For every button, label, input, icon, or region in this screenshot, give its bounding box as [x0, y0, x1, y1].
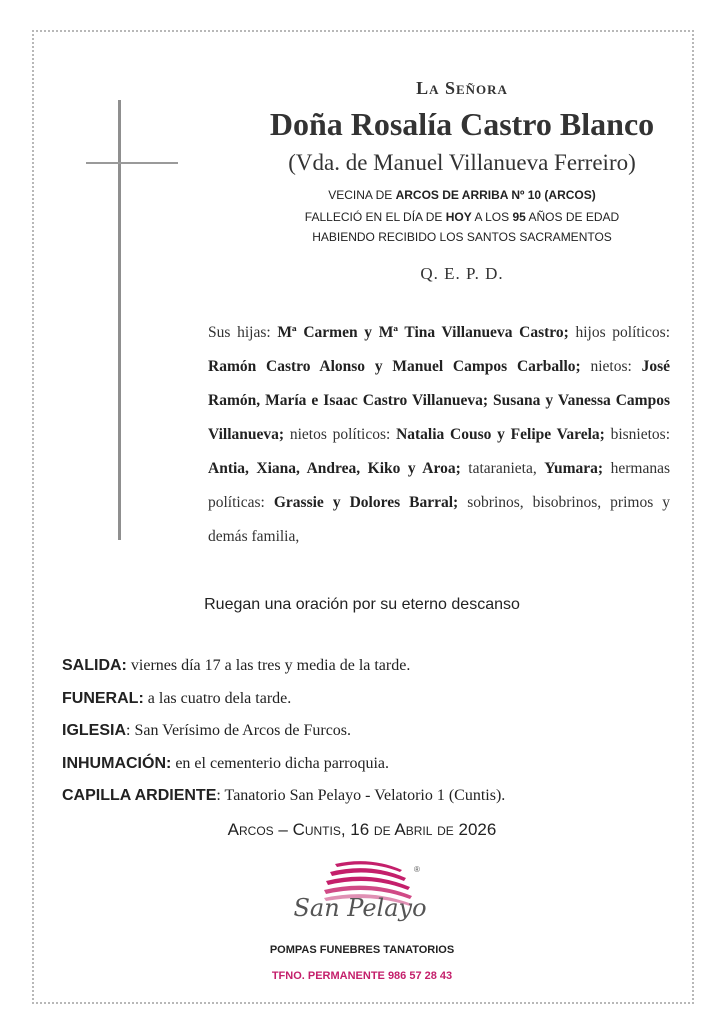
vecina-line: VECINA DE ARCOS DE ARRIBA Nº 10 (ARCOS) — [328, 188, 596, 202]
capilla-line: CAPILLA ARDIENTE: Tanatorio San Pelayo - Velatorio 1 (Cuntis). — [62, 787, 506, 804]
funeral-line: FUNERAL: a las cuatro dela tarde. — [62, 689, 292, 707]
qepd: Q. E. P. D. — [420, 264, 504, 283]
deceased-name: Doña Rosalía Castro Blanco — [269, 106, 655, 142]
place-date: Arcos – Cuntis, 16 de Abril de 2026 — [227, 820, 497, 839]
logo-text: San Pelayo — [293, 894, 427, 922]
phone-line: TFNO. PERMANENTE 986 57 28 43 — [271, 970, 453, 982]
title-small: La Señora — [416, 78, 508, 98]
widow-line: (Vda. de Manuel Villanueva Ferreiro) — [288, 150, 636, 175]
company-tagline: POMPAS FUNEBRES TANATORIOS — [269, 944, 455, 956]
san-pelayo-logo — [290, 858, 430, 928]
registered-mark: ® — [414, 865, 420, 874]
cross-bar — [86, 162, 178, 164]
sacramentos-line: HABIENDO RECIBIDO LOS SANTOS SACRAMENTOS — [312, 230, 612, 244]
inhumacion-line: INHUMACIÓN: en el cementerio dicha parroquia. — [62, 754, 389, 772]
salida-line: SALIDA: viernes día 17 a las tres y media de la tarde. — [62, 657, 411, 674]
service-details — [62, 650, 505, 813]
ruegan-line: Ruegan una oración por su eterno descanso — [204, 596, 520, 613]
iglesia-line: IGLESIA: San Verísimo de Arcos de Furcos. — [62, 722, 352, 739]
cross-icon — [118, 100, 121, 540]
vecina-place: ARCOS DE ARRIBA Nº 10 (ARCOS) — [395, 188, 596, 202]
family-paragraph: Sus hijas: Mª Carmen y Mª Tina Villanueva Castro; hijos políticos: Ramón Castro Alonso y Manuel Campos Carballo; nietos: José Ramón, María e Isaac Castro Villanueva; Susana y Vanessa Campos Villanueva; nietos políticos: Natalia Couso y Felipe Varela; bisnietos: Antia, Xiana, Andrea, Kiko y Aroa; tataranieta, Yumara; hermanas políticas: Grassie y Dolores Barral; sobrinos, bisobrinos, primos y demás familia, — [208, 324, 671, 545]
fallecio-line: FALLECIÓ EN EL DÍA DE HOY A LOS 95 AÑOS DE EDAD — [304, 210, 620, 224]
